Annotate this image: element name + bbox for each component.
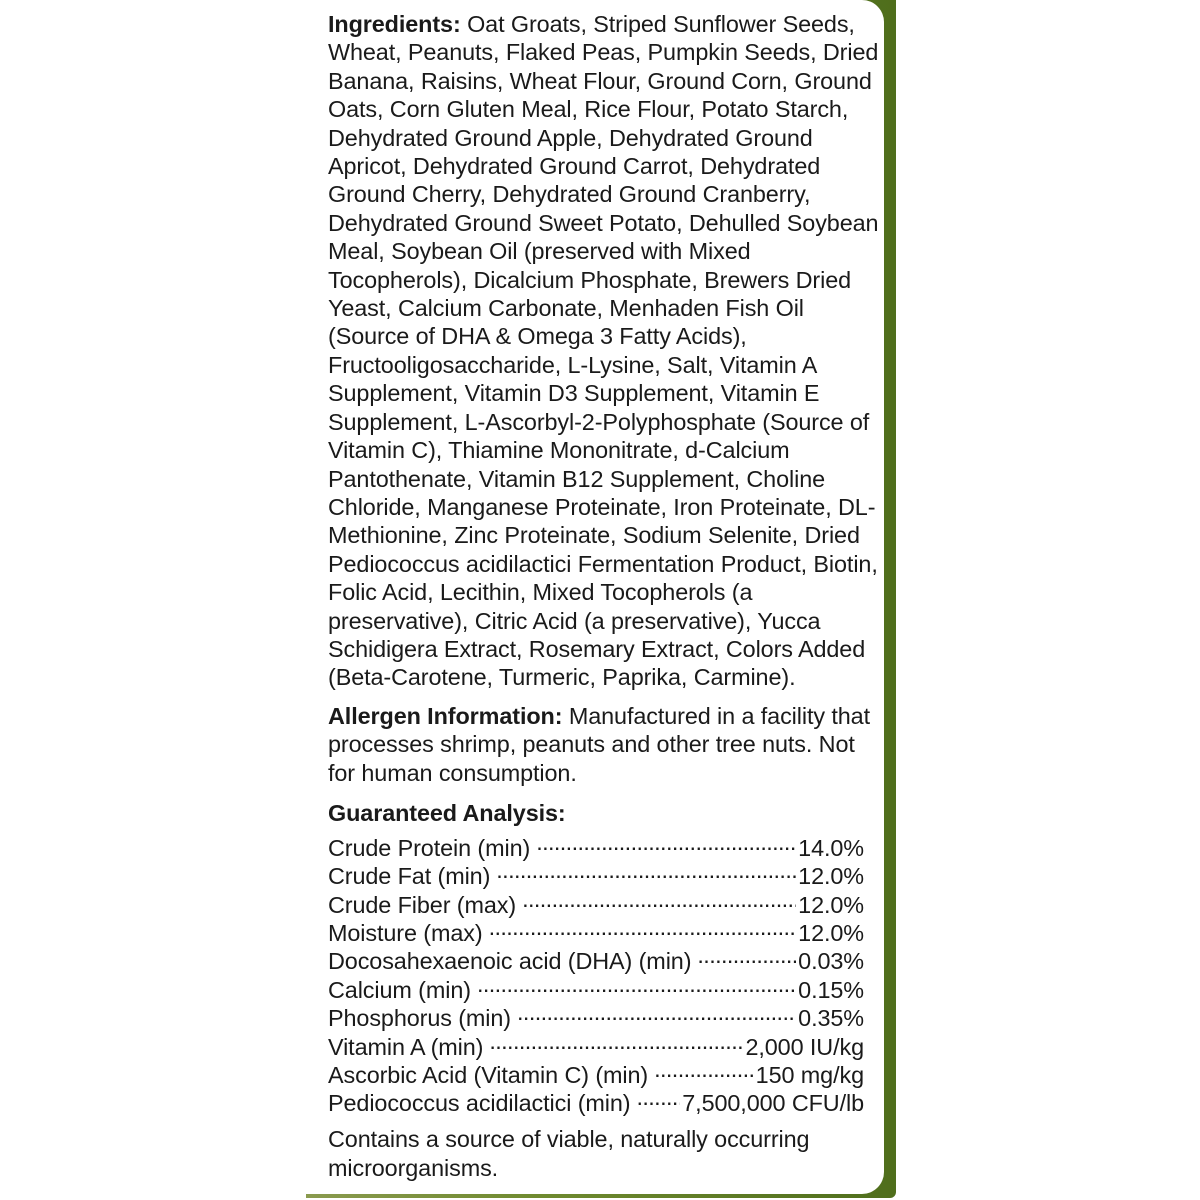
analysis-row-value: 2,000 IU/kg <box>745 1033 864 1060</box>
analysis-row-label: Ascorbic Acid (Vitamin C) (min) <box>328 1061 649 1088</box>
analysis-row-label: Calcium (min) <box>328 976 471 1003</box>
ingredients-text: Oat Groats, Striped Sunflower Seeds, Wheat, Peanuts, Flaked Peas, Pumpkin Seeds, Dried Banana, Raisins, Wheat Flour, Ground Corn, Ground Oats, Corn Gluten Meal, Rice Flour, Potato Starch, Dehydrated Ground Apple, Dehydrated Ground Apricot, Dehydrated Ground Carrot, Dehydrated Ground Cherry, Dehydrated Ground Cranberry, Dehydrated Ground Sweet Potato, Dehulled Soybean Meal, Soybean Oil (preserved with Mixed Tocopherols), Dicalcium Phosphate, Brewers Dried Yeast, Calcium Carbonate, Menhaden Fish Oil (Source of DHA & Omega 3 Fatty Acids), Fructooligosaccharide, L-Lysine, Salt, Vitamin A Supplement, Vitamin D3 Supplement, Vitamin E Supplement, L-Ascorbyl-2-Polyphosphate (Source of Vitamin C), Thiamine Mononitrate, d-Calcium Pantothenate, Vitamin B12 Supplement, Choline Chloride, Manganese Proteinate, Iron Proteinate, DL-Methionine, Zinc Proteinate, Sodium Selenite, Dried Pediococcus acidilactici Fermentation Product, Biotin, Folic Acid, Lecithin, Mixed Tocopherols (a preservative), Citric Acid (a preservative), Yucca Schidigera Extract, Rosemary Extract, Colors Added (Beta-Carotene, Turmeric, Paprika, Carmine). <box>328 11 879 691</box>
leader-dots <box>697 941 796 969</box>
leader-dots <box>522 884 796 912</box>
analysis-row-label: Crude Fiber (max) <box>328 891 517 918</box>
analysis-row-value: 12.0% <box>798 863 864 890</box>
analysis-row-value: 12.0% <box>798 891 864 918</box>
analysis-row-label: Phosphorus (min) <box>328 1005 512 1032</box>
leader-dots <box>489 913 797 941</box>
leader-dots <box>517 998 796 1026</box>
analysis-row-value: 150 mg/kg <box>755 1061 864 1088</box>
leader-dots <box>654 1055 754 1083</box>
ingredients-section <box>328 10 888 692</box>
analysis-row-value: 0.15% <box>798 976 864 1003</box>
allergen-heading: Allergen Information: <box>328 702 563 729</box>
allergen-text: Manufactured in a facility that processes shrimp, peanuts and other tree nuts. Not for human consumption. <box>328 702 870 786</box>
analysis-row-label: Docosahexaenoic acid (DHA) (min) <box>328 948 692 975</box>
analysis-row-value: 0.03% <box>798 948 864 975</box>
leader-dots <box>477 969 796 997</box>
analysis-row-label: Crude Fat (min) <box>328 863 491 890</box>
analysis-row-label: Moisture (max) <box>328 919 483 946</box>
analysis-row-value: 14.0% <box>798 834 864 861</box>
label-content <box>328 10 888 1182</box>
leader-dots <box>489 1026 743 1054</box>
leader-dots <box>636 1083 680 1111</box>
leader-dots <box>536 827 796 855</box>
guaranteed-analysis-section <box>328 799 888 1117</box>
leader-dots <box>496 856 796 884</box>
analysis-row-value: 0.35% <box>798 1005 864 1032</box>
analysis-row-label: Vitamin A (min) <box>328 1033 484 1060</box>
analysis-row-label: Crude Protein (min) <box>328 834 531 861</box>
guaranteed-analysis-heading: Guaranteed Analysis: <box>328 799 566 826</box>
analysis-row-value: 7,500,000 CFU/lb <box>682 1090 864 1117</box>
analysis-row-label: Pediococcus acidilactici (min) <box>328 1090 631 1117</box>
guaranteed-analysis-list <box>328 827 864 1117</box>
ingredients-heading: Ingredients: <box>328 11 461 37</box>
allergen-section <box>328 702 888 787</box>
analysis-row-value: 12.0% <box>798 919 864 946</box>
analysis-row <box>328 827 864 861</box>
microorganisms-note: Contains a source of viable, naturally occurring microorganisms. <box>328 1126 810 1181</box>
